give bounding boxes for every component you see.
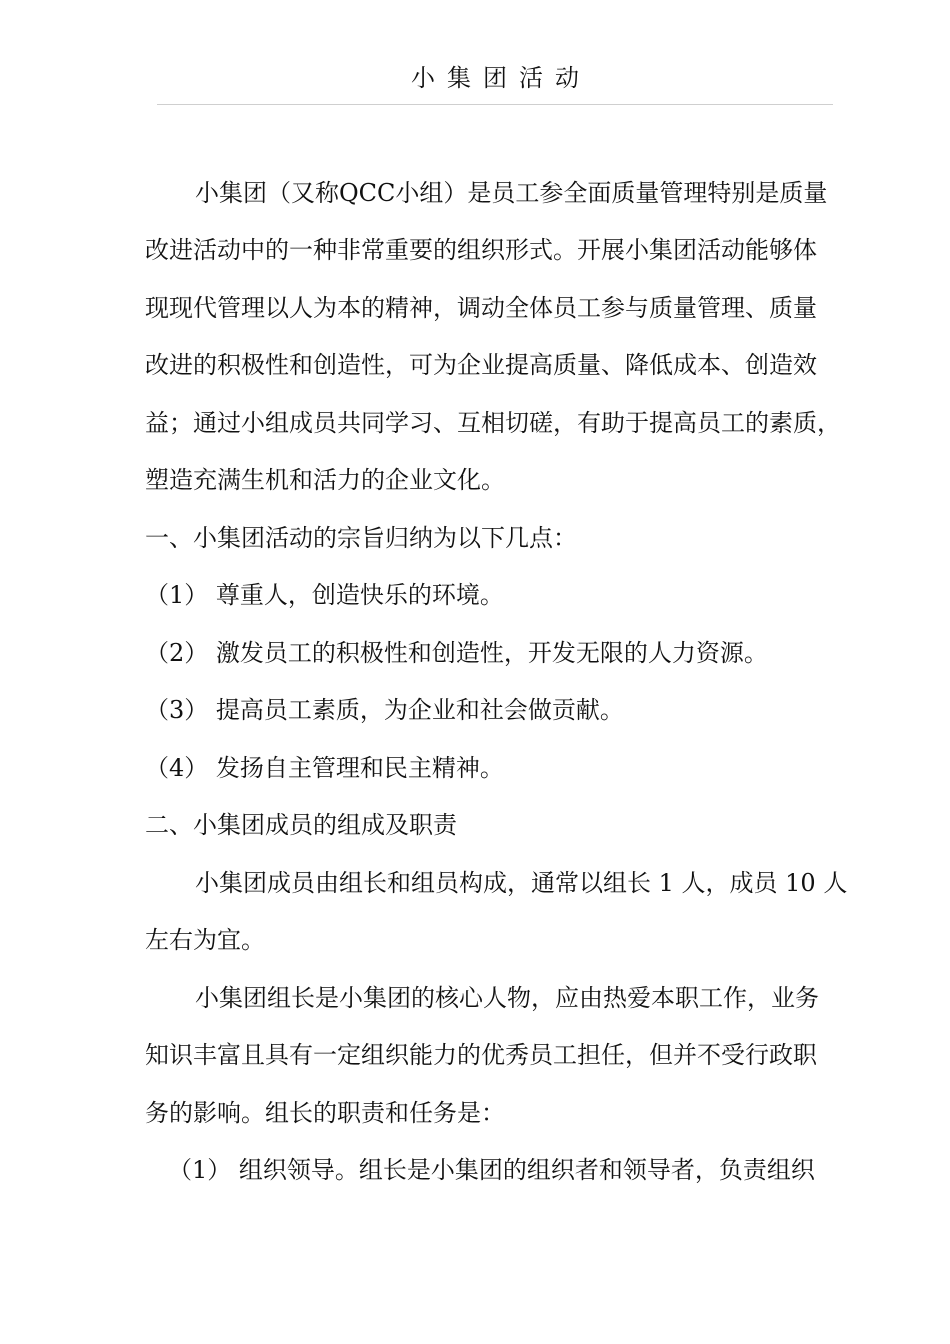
purpose-list-item: （4） 发扬自主管理和民主精神。 (145, 754, 504, 782)
members-paragraph-line: 小集团成员由组长和组员构成，通常以组长 1 人，成员 10 人 (195, 869, 848, 897)
purpose-list-item: （1） 尊重人，创造快乐的环境。 (145, 581, 504, 609)
leader-paragraph-line: 务的影响。组长的职责和任务是： (145, 1099, 505, 1127)
purpose-list-item: （3） 提高员工素质，为企业和社会做贡献。 (145, 696, 624, 724)
leader-paragraph-line: 知识丰富且具有一定组织能力的优秀员工担任，但并不受行政职 (145, 1041, 817, 1069)
intro-paragraph-line: 改进活动中的一种非常重要的组织形式。开展小集团活动能够体 (145, 236, 817, 264)
intro-paragraph-line: 小集团（又称QCC小组）是员工参全面质量管理特别是质量 (195, 179, 828, 207)
section-heading-members: 二、小集团成员的组成及职责 (145, 811, 457, 839)
intro-paragraph-line: 塑造充满生机和活力的企业文化。 (145, 466, 505, 494)
document-title: 小集团活动 (411, 64, 591, 92)
leader-duty-list-item: （1） 组织领导。组长是小集团的组织者和领导者，负责组织 (168, 1156, 815, 1184)
intro-paragraph-line: 益；通过小组成员共同学习、互相切磋，有助于提高员工的素质， (145, 409, 841, 437)
leader-paragraph-line: 小集团组长是小集团的核心人物，应由热爱本职工作，业务 (195, 984, 819, 1012)
intro-paragraph-line: 改进的积极性和创造性，可为企业提高质量、降低成本、创造效 (145, 351, 817, 379)
intro-paragraph-line: 现现代管理以人为本的精神，调动全体员工参与质量管理、质量 (145, 294, 817, 322)
purpose-list-item: （2） 激发员工的积极性和创造性，开发无限的人力资源。 (145, 639, 768, 667)
section-heading-purpose: 一、小集团活动的宗旨归纳为以下几点： (145, 524, 577, 552)
members-paragraph-line: 左右为宜。 (145, 926, 265, 954)
page-header (157, 58, 833, 105)
